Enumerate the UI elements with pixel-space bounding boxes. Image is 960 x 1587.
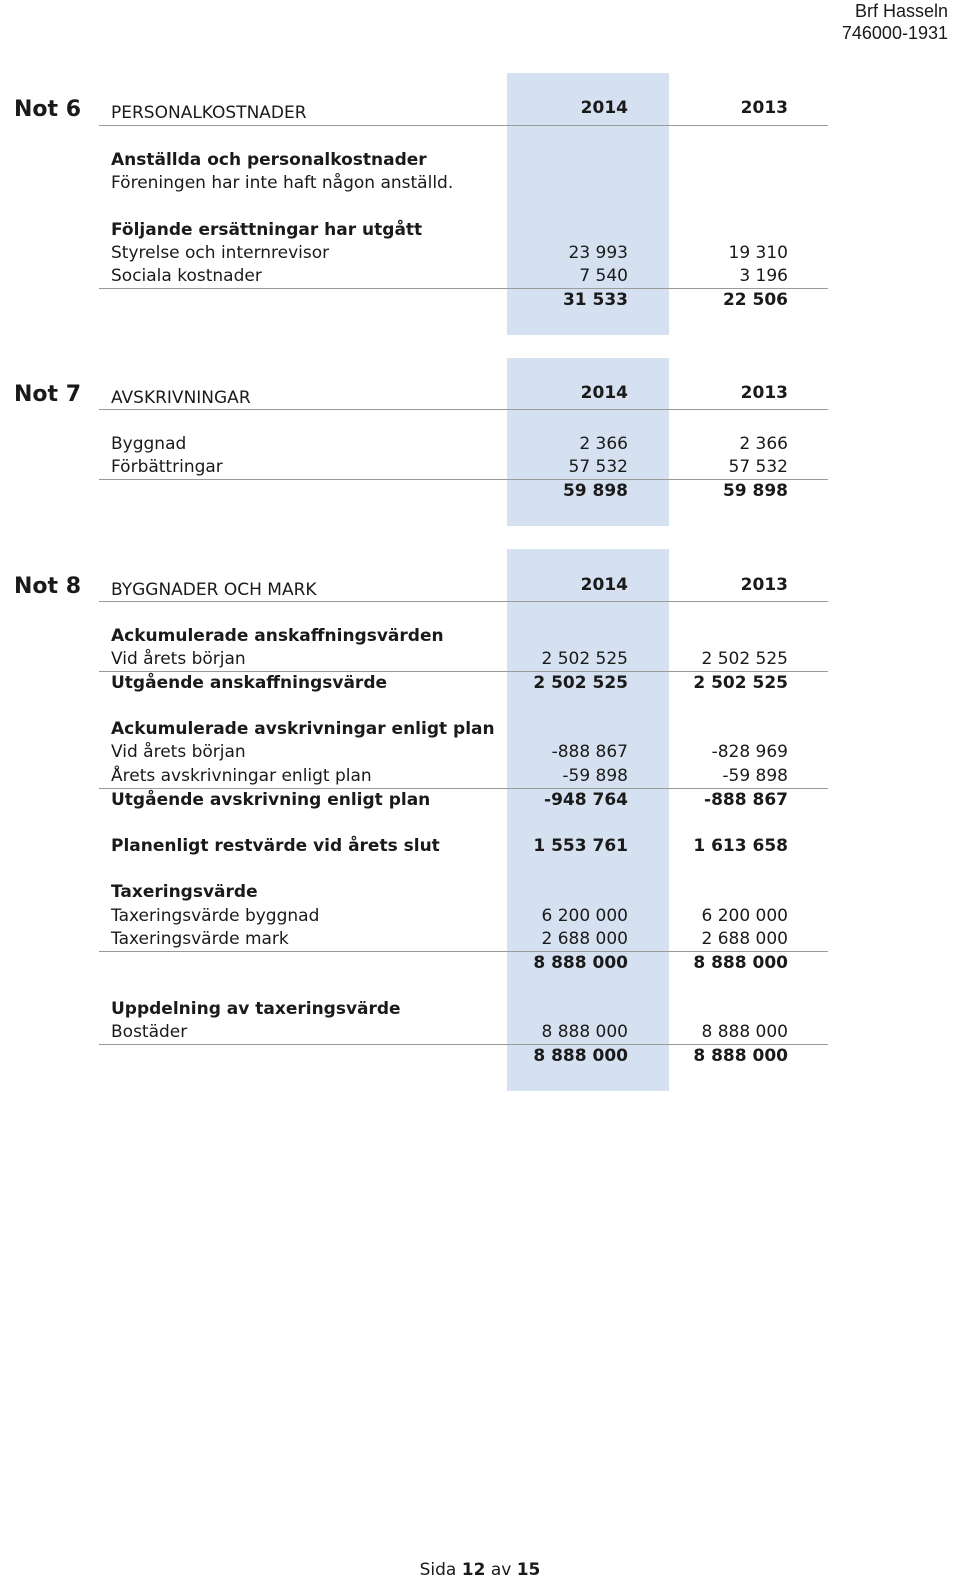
row-label: Sociala kostnader bbox=[111, 266, 262, 286]
footer-separator: av bbox=[490, 1560, 512, 1580]
row-value-2014: 2 688 000 bbox=[541, 929, 628, 949]
row-value-2013: 2 688 000 bbox=[701, 929, 788, 949]
total-value-2014: 8 888 000 bbox=[533, 1046, 628, 1066]
col-header-2014: 2014 bbox=[580, 383, 628, 403]
residual-value-2014: 1 553 761 bbox=[533, 836, 628, 856]
row-value-2014: 23 993 bbox=[568, 243, 628, 263]
total-value-2013: 59 898 bbox=[722, 481, 788, 501]
row-value-2014: 57 532 bbox=[568, 457, 628, 477]
total-value-2014: 31 533 bbox=[562, 290, 628, 310]
note-title: BYGGNADER OCH MARK bbox=[111, 580, 317, 600]
total-value-2013: 22 506 bbox=[722, 290, 788, 310]
section-heading: Ackumulerade avskrivningar enligt plan bbox=[111, 719, 495, 739]
row-value-2013: 2 502 525 bbox=[701, 649, 788, 669]
col-header-2014: 2014 bbox=[580, 98, 628, 118]
sub-text: Föreningen har inte haft någon anställd. bbox=[111, 173, 454, 193]
total-value-2013: 8 888 000 bbox=[693, 953, 788, 973]
total-value-2014: 8 888 000 bbox=[533, 953, 628, 973]
note-label: Not 7 bbox=[14, 382, 82, 407]
row-label: Taxeringsvärde byggnad bbox=[111, 906, 320, 926]
footer-prefix: Sida bbox=[419, 1560, 457, 1580]
row-value-2013: -828 969 bbox=[711, 742, 788, 762]
subtotal-rule bbox=[99, 671, 828, 672]
col-header-2014: 2014 bbox=[580, 575, 628, 595]
row-label: Taxeringsvärde mark bbox=[111, 929, 289, 949]
subtotal-rule bbox=[99, 788, 828, 789]
footer-page-total: 15 bbox=[516, 1560, 541, 1580]
subtotal-value-2013: 2 502 525 bbox=[693, 673, 788, 693]
note-title: PERSONALKOSTNADER bbox=[111, 103, 307, 123]
subtotal-label: Utgående anskaffningsvärde bbox=[111, 673, 388, 693]
row-value-2014: 2 502 525 bbox=[541, 649, 628, 669]
col-header-2013: 2013 bbox=[740, 575, 788, 595]
total-rule bbox=[99, 479, 828, 480]
row-label: Styrelse och internrevisor bbox=[111, 243, 330, 263]
row-value-2014: -888 867 bbox=[551, 742, 628, 762]
org-name: Brf Hasseln bbox=[854, 1, 948, 21]
row-value-2014: 7 540 bbox=[579, 266, 628, 286]
org-number: 746000-1931 bbox=[841, 23, 948, 43]
subtotal-value-2014: -948 764 bbox=[544, 790, 628, 810]
row-value-2013: 8 888 000 bbox=[701, 1022, 788, 1042]
row-label: Årets avskrivningar enligt plan bbox=[111, 766, 372, 786]
column-band-note8 bbox=[507, 549, 669, 1091]
row-label: Byggnad bbox=[111, 434, 187, 454]
row-value-2013: 19 310 bbox=[728, 243, 788, 263]
note-label: Not 8 bbox=[14, 574, 82, 599]
total-value-2014: 59 898 bbox=[562, 481, 628, 501]
row-value-2013: 3 196 bbox=[739, 266, 788, 286]
header-rule bbox=[99, 125, 828, 126]
total-value-2013: 8 888 000 bbox=[693, 1046, 788, 1066]
row-label: Förbättringar bbox=[111, 457, 223, 477]
row-value-2013: -59 898 bbox=[722, 766, 788, 786]
footer-page-number: 12 bbox=[461, 1560, 486, 1580]
row-value-2014: 8 888 000 bbox=[541, 1022, 628, 1042]
note-title: AVSKRIVNINGAR bbox=[111, 388, 251, 408]
page-footer bbox=[0, 1560, 960, 1580]
row-label: Bostäder bbox=[111, 1022, 188, 1042]
subtotal-value-2014: 2 502 525 bbox=[533, 673, 628, 693]
col-header-2013: 2013 bbox=[740, 383, 788, 403]
note-label: Not 6 bbox=[14, 97, 82, 122]
sub-heading: Anställda och personalkostnader bbox=[111, 150, 427, 170]
row-value-2013: 2 366 bbox=[739, 434, 788, 454]
total-rule bbox=[99, 951, 828, 952]
total-rule bbox=[99, 1044, 828, 1045]
subtotal-label: Utgående avskrivning enligt plan bbox=[111, 790, 431, 810]
section-heading: Taxeringsvärde bbox=[111, 882, 258, 902]
residual-value-2013: 1 613 658 bbox=[693, 836, 788, 856]
residual-label: Planenligt restvärde vid årets slut bbox=[111, 836, 440, 856]
row-value-2013: 57 532 bbox=[728, 457, 788, 477]
row-value-2014: -59 898 bbox=[562, 766, 628, 786]
subtotal-value-2013: -888 867 bbox=[704, 790, 788, 810]
row-value-2013: 6 200 000 bbox=[701, 906, 788, 926]
group-heading: Följande ersättningar har utgått bbox=[111, 220, 423, 240]
header-rule bbox=[99, 601, 828, 602]
header-rule bbox=[99, 409, 828, 410]
row-label: Vid årets början bbox=[111, 742, 246, 762]
row-value-2014: 6 200 000 bbox=[541, 906, 628, 926]
section-heading: Uppdelning av taxeringsvärde bbox=[111, 999, 401, 1019]
row-label: Vid årets början bbox=[111, 649, 246, 669]
col-header-2013: 2013 bbox=[740, 98, 788, 118]
section-heading: Ackumulerade anskaffningsvärden bbox=[111, 626, 444, 646]
row-value-2014: 2 366 bbox=[579, 434, 628, 454]
total-rule bbox=[99, 288, 828, 289]
